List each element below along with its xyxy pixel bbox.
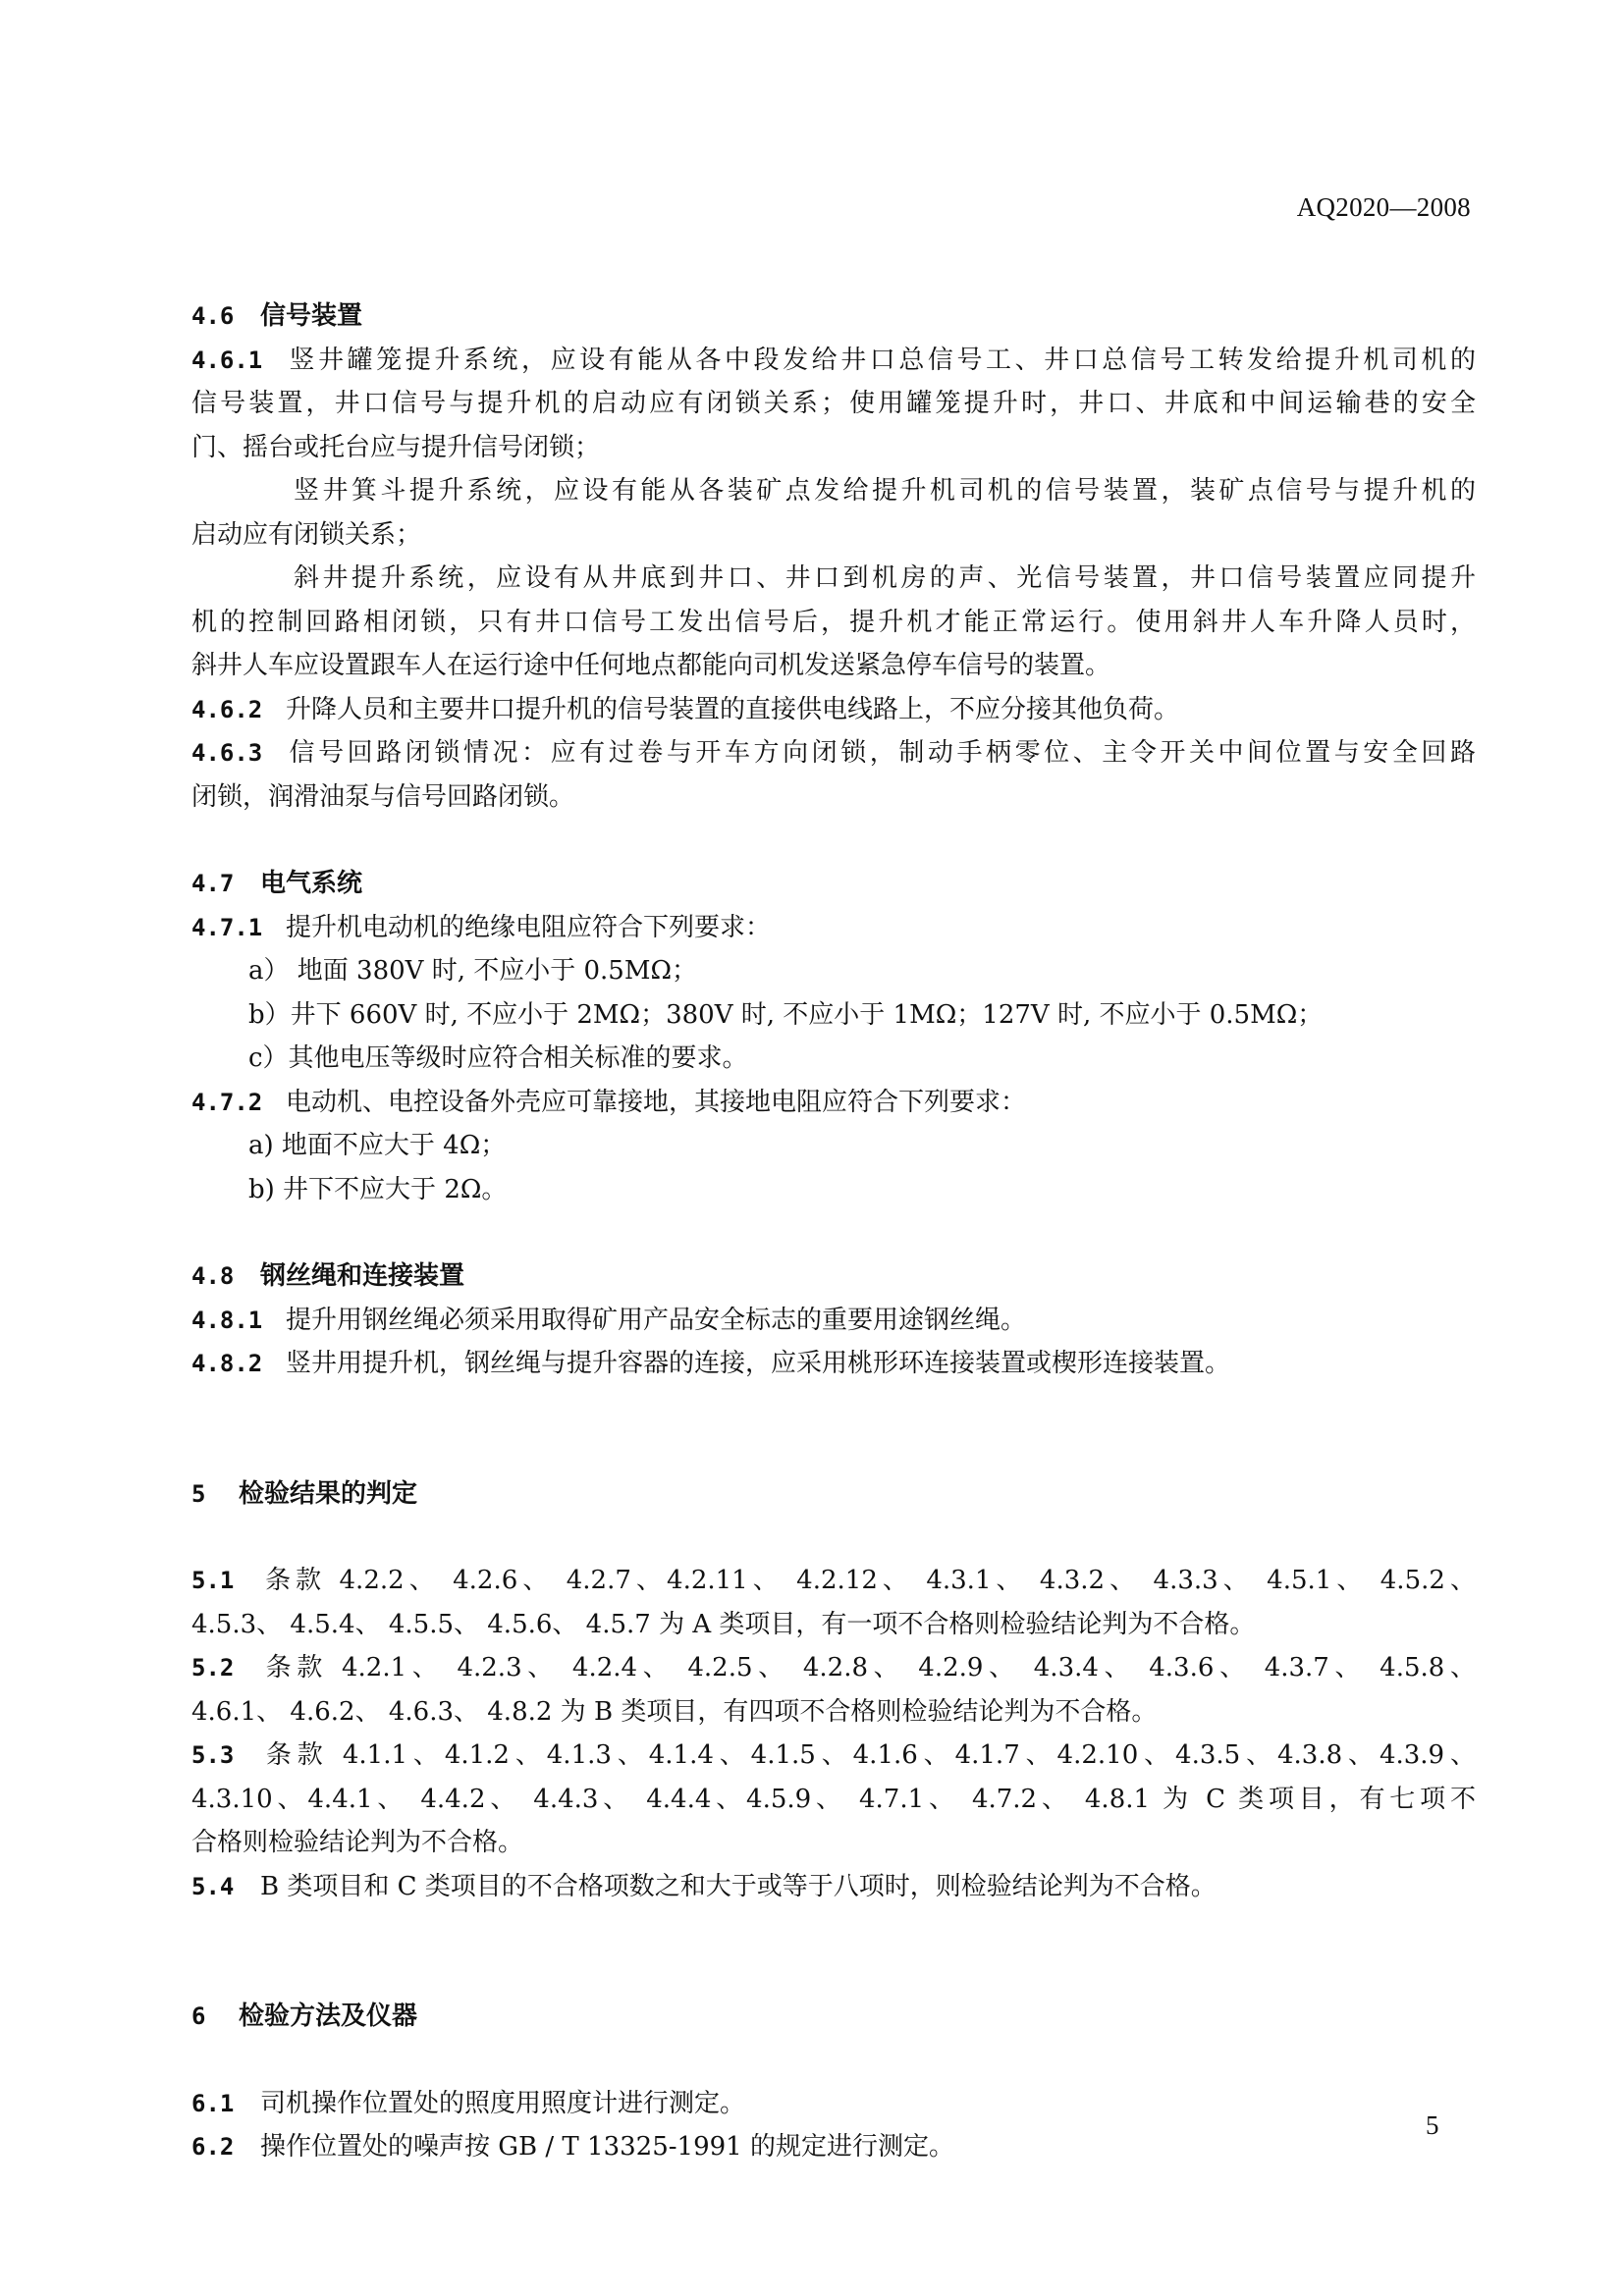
text-line [191, 1168, 1476, 1212]
page-number: 5 [1426, 2110, 1439, 2140]
text-line [191, 644, 1476, 688]
heading-text: 电气系统 [260, 869, 363, 898]
clause-text: 4.5.3、 4.5.4、 4.5.5、 4.5.6、 4.5.7 为 A 类项目，有一项不合格则检验结论判为不合格。 [191, 1609, 1256, 1639]
spacer [191, 1429, 1476, 1472]
clause-number: 4.7 [191, 870, 235, 897]
clause-line [191, 688, 1476, 732]
clause-text: 条款 4.1.1、4.1.2、4.1.3、4.1.4、4.1.5、4.1.6、4.1.7、4.2.10、4.3.5、4.3.8、4.3.9、 [260, 1740, 1476, 1770]
clause-number: 6 [191, 2002, 206, 2030]
clause-number: 4.8 [191, 1262, 235, 1290]
clause-number: 4.6 [191, 302, 235, 330]
text-line [191, 382, 1476, 426]
text-line [191, 1037, 1476, 1081]
clause-text: 斜井人车应设置跟车人在运行途中任何地点都能向司机发送紧急停车信号的装置。 [191, 651, 1111, 680]
clause-text: 竖井箕斗提升系统，应设有能从各装矿点发给提升机司机的信号装置，装矿点信号与提升机的 [294, 476, 1476, 506]
text-line [191, 557, 1476, 601]
clause-text: 启动应有闭锁关系； [191, 519, 422, 550]
text-line [191, 993, 1476, 1038]
text-line [191, 775, 1476, 820]
clause-number: 6.2 [191, 2133, 235, 2161]
clause-text: 机的控制回路相闭锁，只有井口信号工发出信号后，提升机才能正常运行。使用斜井人车升降人员时， [191, 607, 1476, 637]
clause-number: 4.8.1 [191, 1306, 263, 1334]
clause-line [191, 1646, 1476, 1690]
clause-text: 电动机、电控设备外壳应可靠接地，其接地电阻应符合下列要求： [286, 1087, 1027, 1117]
clause-text: 条款 4.2.1、 4.2.3、 4.2.4、 4.2.5、 4.2.8、 4.2.9、 4.3.4、 4.3.6、 4.3.7、 4.5.8、 [260, 1653, 1476, 1682]
clause-line [191, 1559, 1476, 1603]
clause-text: 升降人员和主要井口提升机的信号装置的直接供电线路上，不应分接其他负荷。 [286, 694, 1180, 724]
heading-text: 检验方法及仪器 [239, 2002, 418, 2031]
text-line [191, 1124, 1476, 1168]
clause-number: 4.6.2 [191, 695, 263, 723]
text-line [191, 469, 1476, 513]
clause-text: a） 地面 380V 时, 不应小于 0.5MΩ； [248, 956, 698, 986]
spacer [191, 1211, 1476, 1255]
clause-line [191, 1734, 1476, 1778]
clause-text: 条款 4.2.2、 4.2.6、 4.2.7、4.2.11、 4.2.12、 4.3.1、 4.3.2、 4.3.3、 4.5.1、 4.5.2、 [260, 1566, 1476, 1595]
clause-number: 4.7.2 [191, 1088, 263, 1116]
section-heading [191, 1995, 1476, 2039]
clause-number: 5 [191, 1479, 206, 1508]
clause-text: 4.6.1、 4.6.2、 4.6.3、 4.8.2 为 B 类项目，有四项不合格则检验结论判为不合格。 [191, 1696, 1158, 1727]
clause-text: b) 井下不应大于 2Ω。 [248, 1174, 508, 1204]
spacer [191, 1908, 1476, 1951]
document-body [191, 294, 1476, 2169]
text-line [191, 1690, 1476, 1735]
clause-text: c）其他电压等级时应符合相关标准的要求。 [248, 1043, 748, 1073]
clause-line [191, 2082, 1476, 2126]
clause-number: 5.3 [191, 1741, 235, 1769]
clause-line [191, 1081, 1476, 1125]
clause-line [191, 339, 1476, 383]
clause-number: 6.1 [191, 2089, 235, 2117]
clause-text: 合格则检验结论判为不合格。 [191, 1828, 524, 1857]
clause-number: 4.8.2 [191, 1350, 263, 1377]
clause-line [191, 731, 1476, 775]
spacer [191, 1386, 1476, 1429]
text-line [191, 426, 1476, 470]
clause-text: 竖井罐笼提升系统，应设有能从各中段发给井口总信号工、井口总信号工转发给提升机司机的 [286, 345, 1476, 375]
text-line [191, 1603, 1476, 1647]
clause-text: 司机操作位置处的照度用照度计进行测定。 [260, 2088, 746, 2118]
clause-text: 提升用钢丝绳必须采用取得矿用产品安全标志的重要用途钢丝绳。 [286, 1305, 1027, 1335]
heading-text: 信号装置 [260, 301, 363, 331]
clause-line [191, 1865, 1476, 1909]
clause-text: B 类项目和 C 类项目的不合格项数之和大于或等于八项时，则检验结论判为不合格。 [260, 1871, 1217, 1901]
clause-number: 4.6.1 [191, 346, 263, 374]
clause-text: 竖井用提升机，钢丝绳与提升容器的连接，应采用桃形环连接装置或楔形连接装置。 [286, 1349, 1231, 1378]
document-code: AQ2020—2008 [1296, 192, 1471, 222]
clause-text: 斜井提升系统，应设有从井底到井口、井口到机房的声、光信号装置，井口信号装置应同提升 [294, 563, 1476, 593]
clause-text: 信号装置，井口信号与提升机的启动应有闭锁关系；使用罐笼提升时，井口、井底和中间运输巷的安全 [191, 389, 1476, 418]
text-line [191, 1821, 1476, 1865]
spacer [191, 1516, 1476, 1559]
clause-line [191, 1299, 1476, 1343]
clause-number: 4.6.3 [191, 739, 263, 767]
clause-line [191, 906, 1476, 950]
clause-text: a) 地面不应大于 4Ω； [248, 1131, 507, 1160]
clause-text: 提升机电动机的绝缘电阻应符合下列要求： [286, 912, 772, 942]
spacer [191, 1951, 1476, 1995]
clause-text: 操作位置处的噪声按 GB / T 13325-1991 的规定进行测定。 [260, 2132, 954, 2162]
clause-text: 4.3.10、4.4.1、 4.4.2、 4.4.3、 4.4.4、4.5.9、 4.7.1、 4.7.2、 4.8.1 为 C 类项目，有七项不 [191, 1784, 1476, 1814]
clause-text: 信号回路闭锁情况：应有过卷与开车方向闭锁，制动手柄零位、主令开关中间位置与安全回路 [286, 738, 1476, 768]
clause-number: 5.4 [191, 1872, 235, 1900]
clause-line [191, 2125, 1476, 2169]
heading-text: 检验结果的判定 [239, 1478, 418, 1509]
clause-text: b）井下 660V 时, 不应小于 2MΩ；380V 时, 不应小于 1MΩ；127V 时, 不应小于 0.5MΩ； [248, 999, 1324, 1030]
clause-line [191, 1342, 1476, 1386]
heading-text: 钢丝绳和连接装置 [260, 1261, 465, 1291]
text-line [191, 1778, 1476, 1822]
section-heading [191, 1255, 1476, 1299]
spacer [191, 2039, 1476, 2082]
clause-number: 5.2 [191, 1654, 235, 1682]
section-heading [191, 1472, 1476, 1517]
text-line [191, 949, 1476, 993]
section-heading [191, 294, 1476, 339]
clause-number: 4.7.1 [191, 913, 263, 941]
clause-text: 门、摇台或托台应与提升信号闭锁； [191, 432, 601, 462]
spacer [191, 819, 1476, 862]
text-line [191, 513, 1476, 558]
section-heading [191, 862, 1476, 906]
clause-number: 5.1 [191, 1567, 235, 1594]
text-line [191, 601, 1476, 645]
clause-text: 闭锁，润滑油泵与信号回路闭锁。 [191, 781, 575, 812]
